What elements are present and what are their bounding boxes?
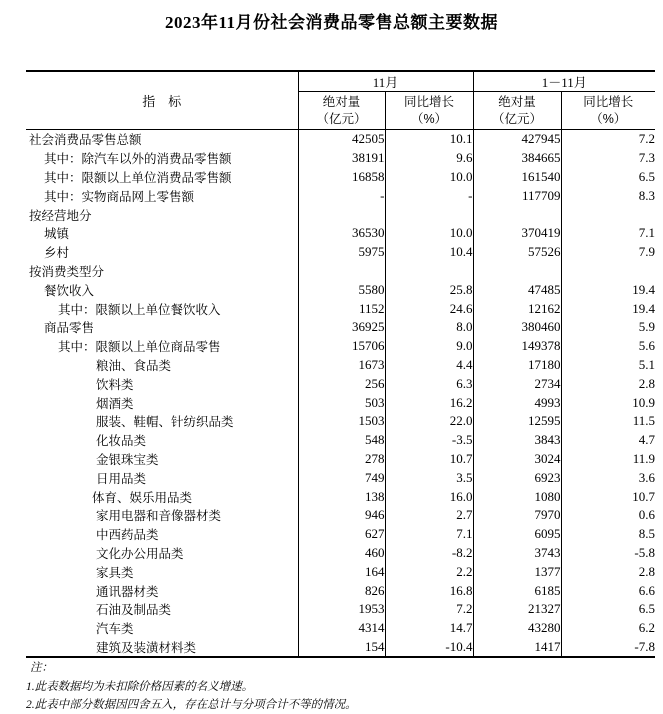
row-label: 粮油、食品类 xyxy=(96,358,172,373)
cell-ytd-yoy: 19.4 xyxy=(561,280,655,299)
row-label: 按消费类型分 xyxy=(29,264,105,279)
header-row-months xyxy=(26,71,655,92)
cell-ytd-yoy: 5.9 xyxy=(561,318,655,337)
cell-nov-yoy: 2.7 xyxy=(385,506,473,525)
subheader-label: 同比增长 xyxy=(583,94,634,109)
cell-nov-yoy xyxy=(385,262,473,281)
cell-nov-yoy: 24.6 xyxy=(385,299,473,318)
table-row xyxy=(26,562,655,581)
table-row xyxy=(26,619,655,638)
table-row xyxy=(26,243,655,262)
cell-nov-absolute: 1503 xyxy=(298,412,385,431)
cell-ytd-absolute: 3024 xyxy=(473,450,561,469)
table-row xyxy=(26,525,655,544)
cell-ytd-yoy: 3.6 xyxy=(561,468,655,487)
cell-nov-absolute: 5580 xyxy=(298,280,385,299)
notes-heading: 注： xyxy=(30,662,53,674)
subheader-unit: （%） xyxy=(590,111,627,126)
cell-ytd-absolute: 161540 xyxy=(473,168,561,187)
row-label: 石油及制品类 xyxy=(96,603,172,618)
cell-nov-yoy: -8.2 xyxy=(385,544,473,563)
cell-ytd-absolute: 21327 xyxy=(473,600,561,619)
subheader-unit: （%） xyxy=(410,111,448,126)
row-label: 建筑及装潢材料类 xyxy=(96,640,197,655)
table-row xyxy=(26,487,655,506)
cell-ytd-absolute: 384665 xyxy=(473,149,561,168)
row-label: 家用电器和音像器材类 xyxy=(96,509,222,524)
cell-ytd-absolute: 4993 xyxy=(473,393,561,412)
table-row xyxy=(26,224,655,243)
row-label: 文化办公用品类 xyxy=(96,546,184,561)
cell-nov-yoy: -3.5 xyxy=(385,431,473,450)
table-row xyxy=(26,356,655,375)
cell-ytd-yoy: 8.5 xyxy=(561,525,655,544)
cell-ytd-yoy: 0.6 xyxy=(561,506,655,525)
row-label: 餐饮收入 xyxy=(44,283,95,298)
row-label: 中西药品类 xyxy=(96,528,159,543)
table-body xyxy=(26,130,655,658)
cell-nov-yoy: 10.1 xyxy=(385,130,473,149)
table-row xyxy=(26,337,655,356)
cell-nov-yoy: - xyxy=(385,186,473,205)
cell-ytd-absolute: 1417 xyxy=(473,638,561,658)
cell-ytd-absolute: 1080 xyxy=(473,487,561,506)
cell-ytd-yoy: 11.9 xyxy=(561,450,655,469)
table-row xyxy=(26,600,655,619)
cell-ytd-absolute: 6185 xyxy=(473,581,561,600)
note-item-1: 1.此表数据均为未扣除价格因素的名义增速。 xyxy=(26,680,254,693)
cell-nov-yoy: 9.6 xyxy=(385,149,473,168)
cell-nov-absolute: 256 xyxy=(298,374,385,393)
cell-nov-absolute: 4314 xyxy=(298,619,385,638)
table-row xyxy=(26,431,655,450)
cell-ytd-yoy: 5.6 xyxy=(561,337,655,356)
cell-nov-yoy: 3.5 xyxy=(385,468,473,487)
cell-ytd-yoy: 19.4 xyxy=(561,299,655,318)
cell-nov-yoy: 6.3 xyxy=(385,374,473,393)
cell-ytd-yoy: -7.8 xyxy=(561,638,655,658)
row-label: 日用品类 xyxy=(96,471,147,486)
cell-ytd-yoy: 10.9 xyxy=(561,393,655,412)
table-row xyxy=(26,168,655,187)
cell-nov-absolute: 548 xyxy=(298,431,385,450)
cell-nov-yoy: 14.7 xyxy=(385,619,473,638)
cell-ytd-absolute: 3843 xyxy=(473,431,561,450)
cell-ytd-yoy: 6.2 xyxy=(561,619,655,638)
row-label: 饮料类 xyxy=(96,377,134,392)
table-row xyxy=(26,450,655,469)
cell-nov-absolute: 278 xyxy=(298,450,385,469)
subheader-label: 同比增长 xyxy=(403,94,454,109)
table-row xyxy=(26,374,655,393)
cell-nov-yoy: 16.2 xyxy=(385,393,473,412)
row-label: 汽车类 xyxy=(96,622,134,637)
cell-ytd-yoy: 6.5 xyxy=(561,600,655,619)
row-label: 通讯器材类 xyxy=(96,584,159,599)
cell-ytd-yoy: 7.3 xyxy=(561,149,655,168)
subheader-label: 绝对量 xyxy=(322,94,361,109)
cell-nov-yoy: 22.0 xyxy=(385,412,473,431)
cell-ytd-absolute: 17180 xyxy=(473,356,561,375)
cell-nov-absolute: 1953 xyxy=(298,600,385,619)
cell-ytd-yoy: 2.8 xyxy=(561,374,655,393)
cell-ytd-absolute: 3743 xyxy=(473,544,561,563)
cell-nov-yoy: 10.7 xyxy=(385,450,473,469)
subheader-unit: （亿元） xyxy=(491,111,542,126)
row-label: 按经营地分 xyxy=(29,208,92,223)
cell-ytd-yoy: 6.5 xyxy=(561,168,655,187)
cell-ytd-yoy: 6.6 xyxy=(561,581,655,600)
cell-ytd-absolute: 57526 xyxy=(473,243,561,262)
table-row xyxy=(26,205,655,224)
cell-ytd-absolute: 370419 xyxy=(473,224,561,243)
col-header-nov-yoy xyxy=(385,92,473,130)
cell-ytd-absolute xyxy=(473,262,561,281)
cell-nov-absolute: 627 xyxy=(298,525,385,544)
cell-nov-absolute: 38191 xyxy=(298,149,385,168)
row-label: 烟酒类 xyxy=(96,396,134,411)
row-label: 家具类 xyxy=(96,565,134,580)
cell-nov-yoy: -10.4 xyxy=(385,638,473,658)
cell-nov-absolute: 1673 xyxy=(298,356,385,375)
table-row xyxy=(26,262,655,281)
row-label: 体育、娱乐用品类 xyxy=(92,490,193,505)
page-title: 2023年11月份社会消费品零售总额主要数据 xyxy=(164,13,499,32)
cell-ytd-absolute: 7970 xyxy=(473,506,561,525)
cell-ytd-yoy: 5.1 xyxy=(561,356,655,375)
row-label: 商品零售 xyxy=(44,321,95,336)
cell-nov-absolute: 36530 xyxy=(298,224,385,243)
cell-nov-yoy: 7.2 xyxy=(385,600,473,619)
cell-nov-yoy: 4.4 xyxy=(385,356,473,375)
cell-nov-yoy: 10.0 xyxy=(385,224,473,243)
cell-ytd-absolute: 2734 xyxy=(473,374,561,393)
table-row xyxy=(26,130,655,149)
cell-nov-yoy: 16.8 xyxy=(385,581,473,600)
cell-ytd-yoy: 10.7 xyxy=(561,487,655,506)
cell-ytd-absolute: 6923 xyxy=(473,468,561,487)
notes-block xyxy=(26,659,646,714)
cell-nov-yoy xyxy=(385,205,473,224)
cell-nov-absolute: 16858 xyxy=(298,168,385,187)
subheader-label: 绝对量 xyxy=(498,94,536,109)
cell-ytd-absolute: 47485 xyxy=(473,280,561,299)
table-row xyxy=(26,412,655,431)
note-item-2: 2.此表中部分数据因四舍五入，存在总计与分项合计不等的情况。 xyxy=(26,699,357,711)
cell-ytd-yoy xyxy=(561,205,655,224)
cell-nov-absolute xyxy=(298,205,385,224)
cell-ytd-yoy: 7.9 xyxy=(561,243,655,262)
row-label: 其中：除汽车以外的消费品零售额 xyxy=(44,152,232,167)
table-row xyxy=(26,393,655,412)
col-header-nov-absolute xyxy=(298,92,385,130)
cell-ytd-absolute: 6095 xyxy=(473,525,561,544)
cell-ytd-absolute: 1377 xyxy=(473,562,561,581)
table-row xyxy=(26,299,655,318)
row-label: 其中：限额以上单位消费品零售额 xyxy=(44,170,232,185)
cell-nov-absolute: 460 xyxy=(298,544,385,563)
cell-nov-yoy: 10.4 xyxy=(385,243,473,262)
cell-nov-absolute xyxy=(298,262,385,281)
table-row xyxy=(26,468,655,487)
row-label: 其中：限额以上单位餐饮收入 xyxy=(58,302,221,317)
cell-nov-absolute: 154 xyxy=(298,638,385,658)
cell-ytd-yoy: 11.5 xyxy=(561,412,655,431)
cell-nov-absolute: 503 xyxy=(298,393,385,412)
cell-ytd-absolute: 12595 xyxy=(473,412,561,431)
retail-sales-table xyxy=(26,70,655,658)
cell-ytd-yoy: 2.8 xyxy=(561,562,655,581)
cell-nov-absolute: - xyxy=(298,186,385,205)
cell-nov-yoy: 7.1 xyxy=(385,525,473,544)
cell-nov-absolute: 164 xyxy=(298,562,385,581)
cell-nov-absolute: 138 xyxy=(298,487,385,506)
table-row xyxy=(26,544,655,563)
cell-nov-absolute: 15706 xyxy=(298,337,385,356)
cell-nov-yoy: 8.0 xyxy=(385,318,473,337)
row-label: 其中：实物商品网上零售额 xyxy=(44,189,195,204)
cell-nov-absolute: 749 xyxy=(298,468,385,487)
cell-nov-yoy: 16.0 xyxy=(385,487,473,506)
table-row xyxy=(26,280,655,299)
cell-nov-yoy: 10.0 xyxy=(385,168,473,187)
row-label: 乡村 xyxy=(44,246,70,261)
col-header-ytd-yoy xyxy=(561,92,655,130)
cell-nov-absolute: 946 xyxy=(298,506,385,525)
cell-nov-absolute: 5975 xyxy=(298,243,385,262)
row-label: 其中：限额以上单位商品零售 xyxy=(58,340,221,355)
cell-nov-yoy: 9.0 xyxy=(385,337,473,356)
cell-ytd-absolute: 427945 xyxy=(473,130,561,149)
row-label: 城镇 xyxy=(44,227,70,242)
table-row xyxy=(26,186,655,205)
col-header-indicator: 指 标 xyxy=(26,71,298,130)
row-label: 化妆品类 xyxy=(96,434,147,449)
cell-ytd-absolute xyxy=(473,205,561,224)
row-label: 服装、鞋帽、针纺织品类 xyxy=(96,415,234,430)
cell-nov-absolute: 42505 xyxy=(298,130,385,149)
cell-ytd-yoy: 8.3 xyxy=(561,186,655,205)
row-label: 社会消费品零售总额 xyxy=(29,133,142,148)
cell-nov-absolute: 1152 xyxy=(298,299,385,318)
table-row xyxy=(26,506,655,525)
cell-ytd-yoy: 4.7 xyxy=(561,431,655,450)
cell-ytd-absolute: 380460 xyxy=(473,318,561,337)
table-row xyxy=(26,318,655,337)
table-row xyxy=(26,149,655,168)
cell-ytd-yoy xyxy=(561,262,655,281)
cell-ytd-absolute: 12162 xyxy=(473,299,561,318)
row-label: 金银珠宝类 xyxy=(96,452,159,467)
cell-nov-yoy: 2.2 xyxy=(385,562,473,581)
subheader-unit: （亿元） xyxy=(316,111,367,126)
cell-ytd-absolute: 117709 xyxy=(473,186,561,205)
table-row xyxy=(26,581,655,600)
table-row xyxy=(26,638,655,658)
cell-nov-absolute: 826 xyxy=(298,581,385,600)
col-header-ytd-absolute xyxy=(473,92,561,130)
cell-ytd-absolute: 43280 xyxy=(473,619,561,638)
cell-nov-yoy: 25.8 xyxy=(385,280,473,299)
cell-ytd-yoy: -5.8 xyxy=(561,544,655,563)
cell-nov-absolute: 36925 xyxy=(298,318,385,337)
cell-ytd-yoy: 7.2 xyxy=(561,130,655,149)
col-group-november: 11月 xyxy=(298,71,473,92)
cell-ytd-yoy: 7.1 xyxy=(561,224,655,243)
col-group-jan-to-nov: 1－11月 xyxy=(473,71,655,92)
cell-ytd-absolute: 149378 xyxy=(473,337,561,356)
